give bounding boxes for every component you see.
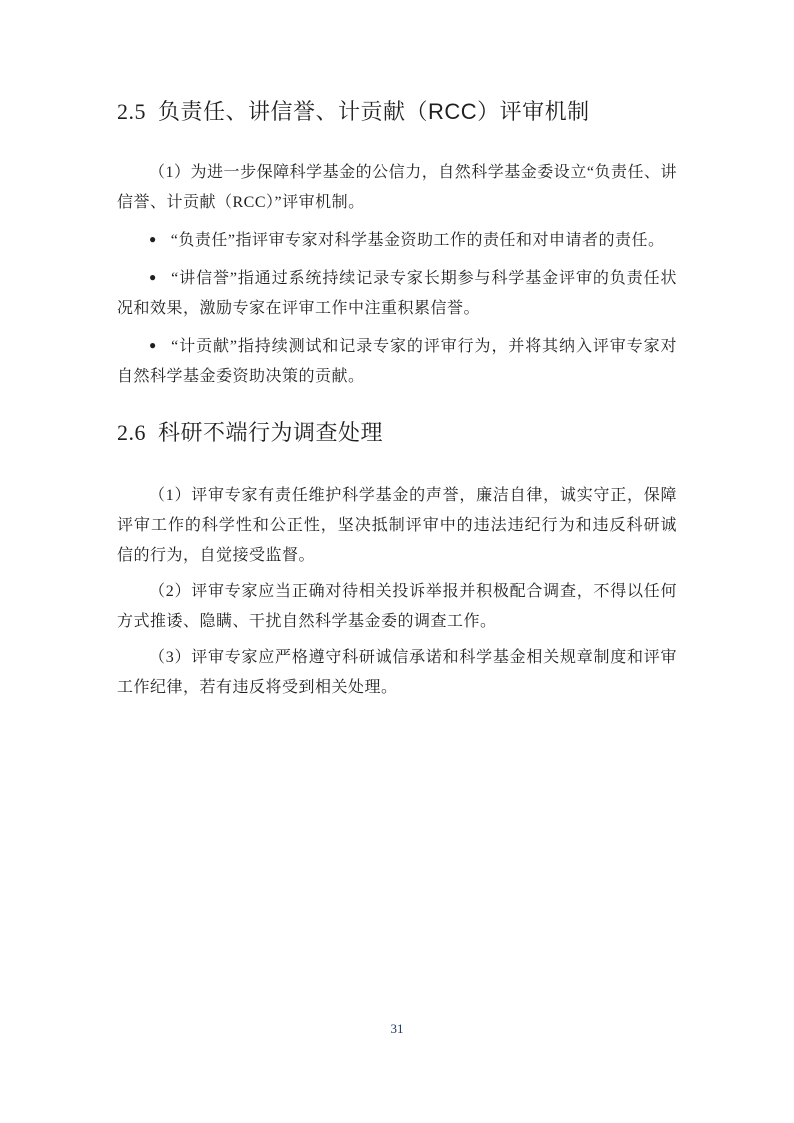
paragraph: （2）评审专家应当正确对待相关投诉举报并积极配合调查，不得以任何方式推诿、隐瞒、干扰自然科学基金委的调查工作。 — [117, 583, 677, 630]
section-number: 2.6 — [117, 420, 146, 445]
section-title: 科研不端行为调查处理 — [158, 420, 384, 445]
bullet-dot-icon: ● — [149, 270, 158, 284]
page-content — [117, 97, 677, 709]
bullet-text: “讲信誉”指通过系统持续记录专家长期参与科学基金评审的负责任状况和效果，激励专家在评审工作中注重积累信誉。 — [117, 270, 677, 317]
paragraph: （1）为进一步保障科学基金的公信力，自然科学基金委设立“负责任、讲信誉、计贡献（RCC）”评审机制。 — [117, 164, 677, 211]
section-heading-2-5 — [117, 97, 677, 127]
bullet-text: “计贡献”指持续测试和记录专家的评审行为，并将其纳入评审专家对自然科学基金委资助决策的贡献。 — [117, 338, 677, 385]
section-number: 2.5 — [117, 99, 146, 124]
bullet-dot-icon: ● — [149, 338, 158, 352]
paragraph: （1）评审专家有责任维护科学基金的声誉，廉洁自律，诚实守正，保障评审工作的科学性和公正性，坚决抵制评审中的违法违纪行为和违反科研诚信的行为，自觉接受监督。 — [117, 487, 677, 564]
bullet-item — [117, 224, 677, 256]
bullet-dot-icon: ● — [149, 232, 157, 246]
page-number: 31 — [390, 1021, 404, 1036]
bullet-item — [117, 262, 677, 324]
section-heading-2-6 — [117, 418, 677, 448]
section-title: 负责任、讲信誉、计贡献（RCC）评审机制 — [158, 99, 590, 124]
paragraph: （3）评审专家应严格遵守科研诚信承诺和科学基金相关规章制度和评审工作纪律，若有违反将受到相关处理。 — [117, 649, 677, 696]
bullet-item — [117, 330, 677, 392]
bullet-text: “负责任”指评审专家对科学基金资助工作的责任和对申请者的责任。 — [170, 232, 665, 249]
